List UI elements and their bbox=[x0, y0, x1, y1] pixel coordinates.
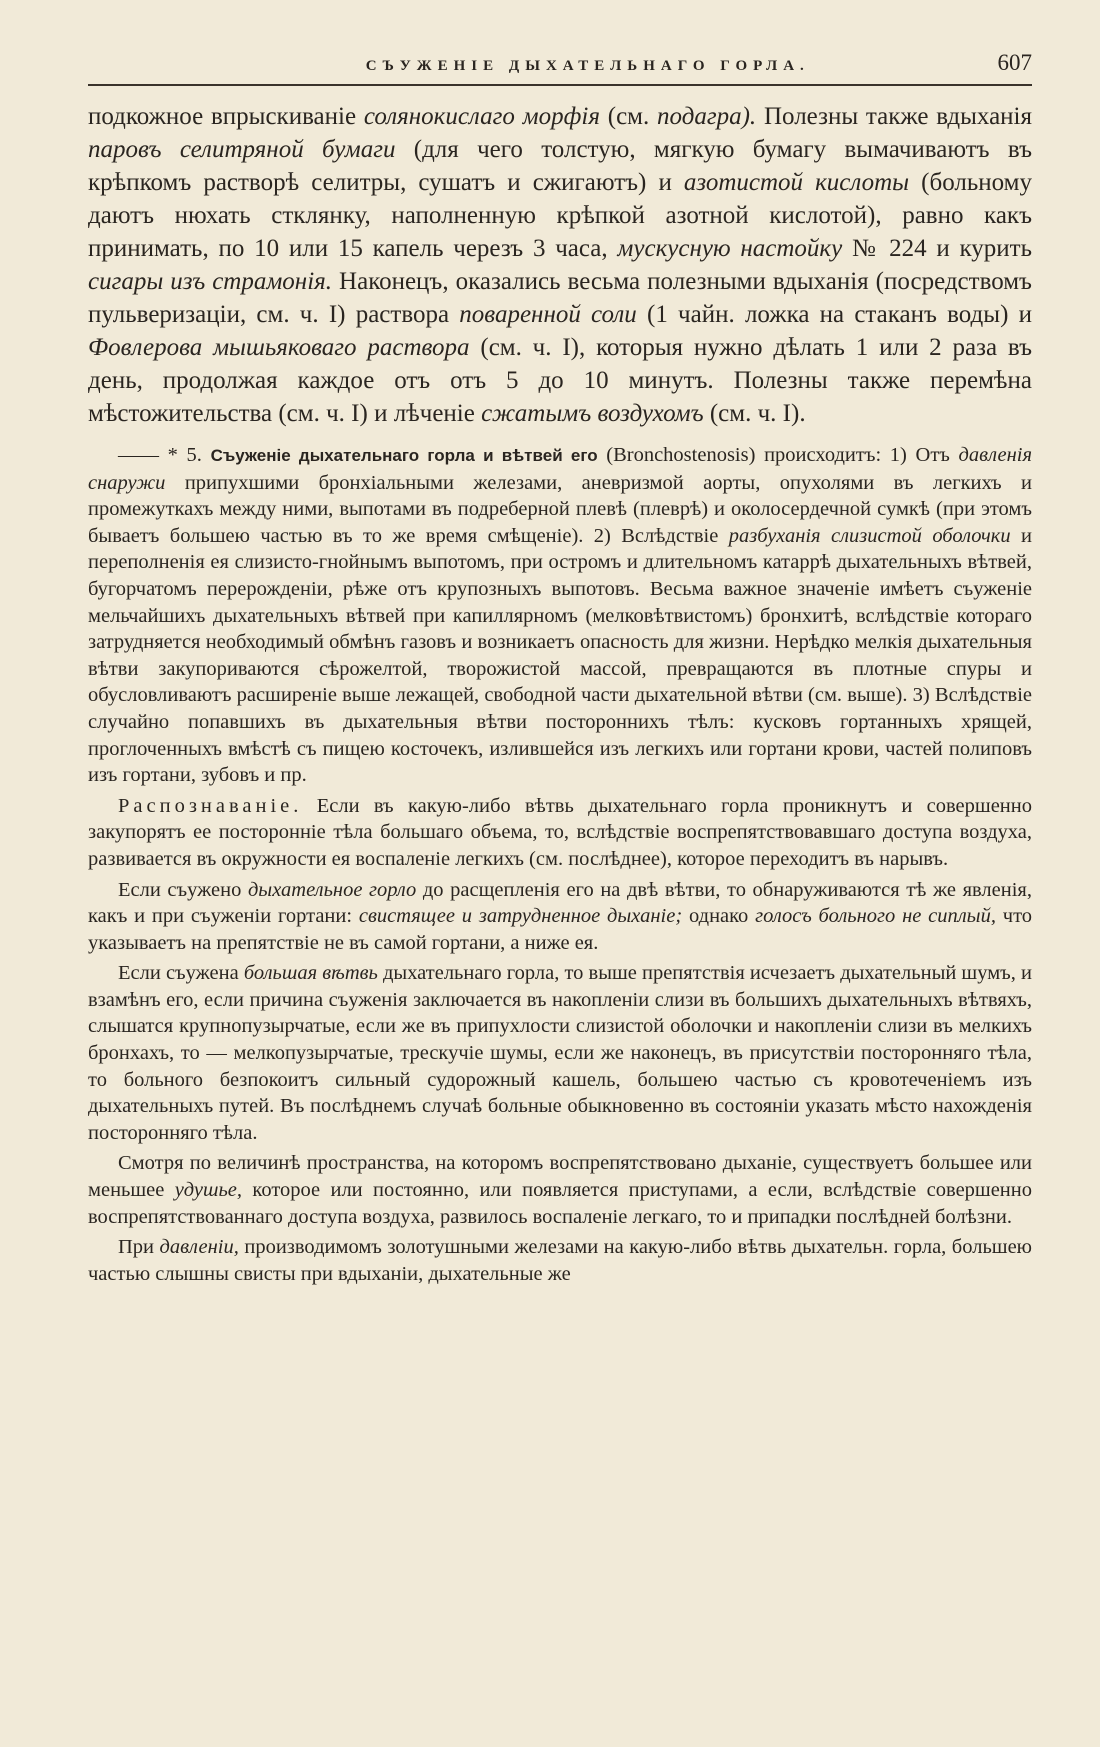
page-header bbox=[88, 50, 1032, 86]
section-number: —— * 5. bbox=[118, 444, 211, 466]
text-run: (см. ч. I). bbox=[703, 400, 806, 427]
section-paragraph-5 bbox=[88, 1150, 1032, 1230]
section-heading: Съуженіе дыхательнаго горла и вѣтвей его bbox=[210, 446, 598, 465]
text-run: Смотря по величинѣ пространства, на которомъ воспрепятствовано дыханіе, существуетъ большее или меньшее bbox=[88, 1152, 1032, 1202]
section-paragraph-6 bbox=[88, 1234, 1032, 1287]
text-run: (больному даютъ нюхать стклянку, наполненную крѣпкой азотной кислотой), равно какъ принимать, по 10 или 15 капель черезъ 3 часа, bbox=[88, 169, 1032, 262]
page-number: 607 bbox=[997, 50, 1032, 75]
section-paragraph-3 bbox=[88, 877, 1032, 957]
text-run: производимомъ золотушными железами на какую-либо вѣтвь дыхательн. горла, большею частью слышны свисты при вдыханіи, дыхательные же bbox=[88, 1236, 1032, 1285]
italic-term: солянокислаго морфія bbox=[363, 103, 600, 130]
section-paragraph-1 bbox=[88, 442, 1032, 789]
text-run: (1 чайн. ложка на стаканъ воды) и bbox=[636, 301, 1032, 328]
text-run: (см. bbox=[599, 103, 658, 130]
italic-term: Фовлерова мышьяковаго раствора bbox=[88, 334, 470, 361]
italic-term: поваренной соли bbox=[459, 301, 637, 328]
text-run: № 224 и курить bbox=[842, 235, 1032, 262]
text-run: до расщепленія его на двѣ вѣтви, то обнаруживаются тѣ же явленія, какъ и при съуженіи гортани: bbox=[88, 878, 1032, 928]
section-bronchostenosis bbox=[88, 442, 1032, 1287]
text-run: (Bronchostenosis) происходитъ: 1) Отъ bbox=[597, 444, 959, 466]
italic-term: разбуханія слизистой оболочки bbox=[728, 524, 1011, 547]
text-run: Если въ какую-либо вѣтвь дыхательнаго горла проникнутъ и совершенно закупорятъ ее посторонніе тѣла большаго объема, то, вслѣдствіе воспрепятствовавшаго доступа воздуха, развивается въ окружности ея воспаленіе легкихъ (см. послѣднее), которое переходитъ въ нарывъ. bbox=[88, 794, 1032, 870]
text-run: (для чего толстую, мягкую бумагу вымачиваютъ въ крѣпкомъ растворѣ селитры, сушатъ и сжигаютъ) и bbox=[88, 136, 1032, 196]
text-run: и переполненія ея слизисто-гнойнымъ выпотомъ, при остромъ и длительномъ катаррѣ дыхательныхъ вѣтвей, бугорчатомъ перерожденіи, рѣже отъ крупозныхъ выпотовъ. Весьма важное значеніе имѣетъ съуженіе мельчайшихъ дыхательныхъ вѣтвей при капиллярномъ (мелковѣтвистомъ) бронхитѣ, вслѣдствіе котораго затрудняется необходимый обмѣнъ газовъ и возникаетъ опасность для жизни. Нерѣдко мелкія дыхательныя вѣтви закупориваются сѣрожелтой, творожистой массой, превращаются въ плотные спуры и обусловливаютъ расширеніе выше лежащей, свободной части дыхательной вѣтви (см. выше). 3) Вслѣдствіе случайно попавшихъ въ дыхательныя вѣтви постороннихъ тѣлъ: кусковъ гортанныхъ хрящей, проглоченныхъ вмѣстѣ съ пищею косточекъ, излившейся изъ легкихъ или гортани крови, частей полиповъ изъ гортани, зубовъ и пр. bbox=[88, 524, 1032, 787]
running-title: СЪУЖЕНІЕ ДЫХАТЕЛЬНАГО ГОРЛА. bbox=[365, 58, 810, 74]
text-run: (см. ч. I), которыя нужно дѣлать 1 или 2 раза въ день, продолжая каждое отъ отъ 5 до 10 минутъ. Полезны также перемѣна мѣстожительства (см. ч. I) и лѣченіе bbox=[88, 334, 1032, 427]
section-paragraph-4 bbox=[88, 960, 1032, 1146]
text-run: припухшими бронхіальными железами, аневризмой аорты, опухолями въ легкихъ и промежуткахъ между ними, выпотами въ подреберной плевѣ (плеврѣ) и околосердечной сумкѣ (при этомъ бываетъ большею частью въ то же время смѣщеніе). 2) Вслѣдствіе bbox=[88, 471, 1032, 547]
text-run: однако bbox=[682, 905, 756, 928]
text-run: Наконецъ, оказались весьма полезными вдыханія (посредствомъ пульверизаціи, см. ч. I) раствора bbox=[88, 268, 1032, 328]
italic-term: азотистой кислоты bbox=[683, 169, 910, 196]
text-run: Если съужена bbox=[118, 962, 244, 985]
text-run: которое или постоянно, или появляется приступами, а если, вслѣдствіе совершенно воспрепятствованнаго доступа воздуха, развилось воспаленіе легкаго, то и припадки послѣдней болѣзни. bbox=[88, 1179, 1032, 1228]
italic-term: сжатымъ воздухомъ bbox=[481, 400, 704, 427]
italic-term: удушье, bbox=[174, 1179, 243, 1202]
italic-term: большая вѣтвь bbox=[243, 962, 378, 985]
text-run: подкожное впрыскиваніе bbox=[88, 103, 364, 130]
italic-term: сигары изъ страмонія. bbox=[88, 268, 333, 295]
italic-term: паровъ селитряной бумаги bbox=[88, 136, 396, 163]
text-run: Если съужено bbox=[118, 878, 248, 901]
italic-term: мускусную настойку bbox=[617, 235, 843, 262]
text-run: При bbox=[118, 1236, 160, 1259]
text-run: что указываетъ на препятствіе не въ самой гортани, а ниже ея. bbox=[88, 905, 1033, 954]
italic-term: голосъ больного не сиплый, bbox=[755, 905, 996, 928]
italic-term: давленіи, bbox=[159, 1236, 239, 1259]
italic-term: подагра). bbox=[657, 103, 757, 130]
italic-term: свистящее и затрудненное дыханіе; bbox=[358, 905, 683, 928]
intro-paragraph bbox=[88, 100, 1032, 430]
subheading-diagnosis: Распознаваніе. bbox=[118, 794, 303, 817]
section-paragraph-diagnosis bbox=[88, 793, 1032, 873]
text-run: дыхательнаго горла, то выше препятствія исчезаетъ дыхательный шумъ, и взамѣнъ его, если причина съуженія заключается въ накопленіи слизи въ большихъ дыхательныхъ вѣтвяхъ, слышатся крупнопузырчатые, если же въ припухлости слизистой оболочки и накопленіи слизи въ мелкихъ бронхахъ, то — мелкопузырчатые, трескучіе шумы, если же наконецъ, въ присутствіи посторонняго тѣла, то больного безпокоитъ сильный судорожный кашель, большею частью съ кровотеченіемъ изъ дыхательныхъ путей. Въ послѣднемъ случаѣ больные обыкновенно въ состояніи указать мѣсто нахожденія посторонняго тѣла. bbox=[88, 962, 1032, 1144]
italic-term: давленія снаружи bbox=[88, 444, 1033, 494]
italic-term: дыхательное горло bbox=[247, 878, 417, 901]
text-run: Полезны также вдыханія bbox=[756, 103, 1033, 130]
